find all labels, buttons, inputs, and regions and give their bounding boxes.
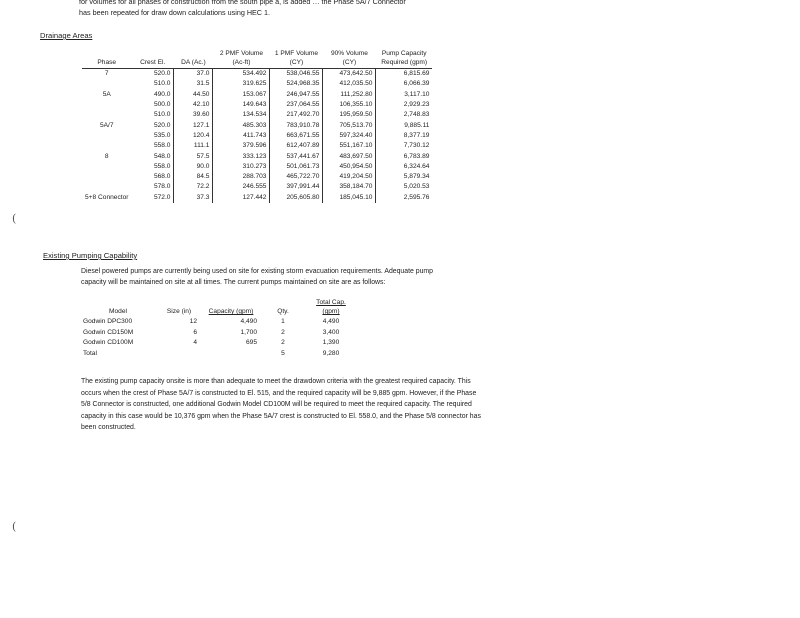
cell-crest: 572.0	[153, 193, 171, 201]
cell-da: 90.0	[174, 162, 213, 172]
cell-total: 9,280	[322, 349, 340, 357]
cell-phase: 5+8 Connector	[85, 193, 129, 201]
table-row	[82, 79, 432, 89]
table-row	[82, 182, 432, 192]
cell-crest: 568.0	[153, 173, 171, 181]
table-row	[82, 162, 432, 172]
table-row	[82, 172, 432, 182]
header-pct-cy: 90% Volume (CY)	[323, 49, 376, 69]
cell-pmf-volume: 288.703	[213, 172, 270, 182]
cell-pmf-volume: 534.492	[213, 69, 270, 80]
header-pmf-volume: 2 PMF Volume (Ac-ft)	[213, 49, 270, 69]
cell-size: 4	[193, 339, 197, 347]
header-phase: Phase	[82, 49, 131, 69]
cell-crest: 548.0	[153, 152, 171, 160]
header-capacity: Capacity (gpm)	[208, 308, 254, 315]
cell-qty: 2	[281, 328, 285, 336]
cell-pump-capacity: 6,324.64	[376, 162, 433, 172]
cell-model: Godwin DPC300	[83, 318, 133, 326]
cell-pump-capacity: 6,066.39	[376, 79, 433, 89]
cell-pct-cy: 106,355.10	[323, 100, 376, 110]
cell-pmf-cy: 205,605.80	[270, 193, 323, 203]
header-size: Size (in)	[166, 308, 192, 315]
cell-da: 72.2	[174, 182, 213, 192]
header-pmf-cy: 1 PMF Volume (CY)	[270, 49, 323, 69]
cell-phase	[82, 110, 131, 120]
cell-pmf-volume: 127.442	[213, 193, 270, 203]
header-da: DA (Ac.)	[174, 49, 213, 69]
table-row	[82, 69, 432, 80]
table-row	[82, 151, 432, 161]
cell-phase	[82, 172, 131, 182]
cell-pct-cy: 111,252.80	[323, 90, 376, 100]
cell-pump-capacity: 2,595.76	[376, 193, 433, 203]
cell-crest: 520.0	[153, 70, 171, 78]
cell-pmf-cy: 537,441.67	[270, 151, 323, 161]
cell-pct-cy: 705,513.70	[323, 120, 376, 130]
pump-header-row	[79, 298, 357, 317]
cell-pump-capacity: 9,885.11	[376, 120, 433, 130]
punch-hole-mark-icon: (	[12, 212, 17, 225]
punch-hole-mark-icon: (	[12, 520, 17, 533]
cell-pmf-volume: 153.067	[213, 90, 270, 100]
cell-pmf-cy: 246,947.55	[270, 90, 323, 100]
header-model: Model	[109, 308, 127, 315]
cell-da: 84.5	[174, 172, 213, 182]
cell-da: 37.3	[174, 193, 213, 203]
cell-pct-cy: 450,954.50	[323, 162, 376, 172]
cell-pmf-volume: 310.273	[213, 162, 270, 172]
cell-pct-cy: 473,642.50	[323, 69, 376, 80]
cell-pump-capacity: 5,879.34	[376, 172, 433, 182]
cell-pump-capacity: 6,783.89	[376, 151, 433, 161]
cell-phase: 5A	[102, 90, 111, 98]
drainage-areas-table	[82, 49, 432, 203]
cell-da: 37.0	[174, 69, 213, 80]
table-row	[82, 131, 432, 141]
drainage-header-row	[82, 49, 432, 69]
cell-crest: 558.0	[153, 162, 171, 170]
cell-qty: 5	[281, 349, 285, 357]
cell-pmf-cy: 612,407.89	[270, 141, 323, 151]
cell-pmf-cy: 217,492.70	[270, 110, 323, 120]
header-total: Total Cap. (gpm)	[316, 299, 346, 315]
table-row	[82, 90, 432, 100]
cell-pct-cy: 597,324.40	[323, 131, 376, 141]
cell-phase	[82, 162, 131, 172]
cell-pmf-cy: 783,910.78	[270, 120, 323, 130]
cell-pmf-cy: 501,061.73	[270, 162, 323, 172]
table-row	[79, 317, 357, 328]
cell-crest: 558.0	[153, 142, 171, 150]
cell-crest: 510.0	[153, 80, 171, 88]
cell-crest: 520.0	[153, 121, 171, 129]
cell-da: 39.60	[174, 110, 213, 120]
pumping-paragraph-2: The existing pump capacity onsite is more than adequate to meet the drawdown criteria with the greatest required capacity. This occurs when the crest of Phase 5A/7 is constructed to El. 515, and the required capacity will be 9,885 gpm. However, if the Phase 5/8 Connector is constructed, one additional Godwin Model CD100M will be required to meet the required capacity. The required capacity in this case would be 10,376 gpm when the Phase 5A/7 crest is constructed to El. 558.0, and the Phase 5/8 connector has been constructed.	[81, 378, 481, 431]
cell-crest: 510.0	[153, 111, 171, 119]
cell-crest: 578.0	[153, 183, 171, 191]
intro-line-1: for volumes for all phases of construction from the south pipe a, is added … the Phase 5A/7 Connector	[79, 0, 406, 6]
header-crest: Crest El.	[131, 49, 174, 69]
table-row	[82, 110, 432, 120]
cell-pct-cy: 412,035.50	[323, 79, 376, 89]
cell-pct-cy: 419,204.50	[323, 172, 376, 182]
cell-total: 1,390	[322, 339, 340, 347]
cell-capacity: 1,700	[240, 328, 257, 336]
cell-model: Total	[83, 349, 97, 357]
cell-pmf-cy: 524,968.35	[270, 79, 323, 89]
cell-crest: 490.0	[153, 90, 171, 98]
table-row	[82, 100, 432, 110]
cell-size: 12	[189, 318, 197, 326]
cell-pump-capacity: 8,377.19	[376, 131, 433, 141]
cell-da: 42.10	[174, 100, 213, 110]
cell-pump-capacity: 7,730.12	[376, 141, 433, 151]
cell-pump-capacity: 2,929.23	[376, 100, 433, 110]
cell-phase	[82, 100, 131, 110]
cell-pmf-cy: 397,991.44	[270, 182, 323, 192]
cell-total: 4,490	[322, 318, 340, 326]
cell-total: 3,400	[322, 328, 340, 336]
cell-pump-capacity: 3,117.10	[376, 90, 433, 100]
cell-pmf-cy: 538,046.55	[270, 69, 323, 80]
cell-pmf-volume: 379.596	[213, 141, 270, 151]
cell-size	[157, 349, 201, 360]
cell-pmf-volume: 333.123	[213, 151, 270, 161]
cell-crest: 500.0	[153, 101, 171, 109]
cell-phase: 7	[104, 70, 109, 78]
cell-pump-capacity: 5,020.53	[376, 182, 433, 192]
cell-da: 111.1	[174, 141, 213, 151]
cell-pct-cy: 195,959.50	[323, 110, 376, 120]
cell-pmf-volume: 134.534	[213, 110, 270, 120]
cell-pmf-volume: 149.643	[213, 100, 270, 110]
header-qty: Qty.	[277, 308, 289, 315]
table-row	[82, 193, 432, 203]
cell-model: Godwin CD100M	[83, 339, 134, 347]
cell-da: 57.5	[174, 151, 213, 161]
pumping-capability-heading: Existing Pumping Capability	[43, 251, 138, 260]
cell-size: 6	[193, 328, 197, 336]
table-row	[82, 120, 432, 130]
table-row	[79, 328, 357, 339]
cell-phase	[82, 131, 131, 141]
cell-pct-cy: 185,045.10	[323, 193, 376, 203]
table-row	[79, 349, 357, 360]
cell-pump-capacity: 6,815.69	[376, 69, 433, 80]
cell-pct-cy: 483,697.50	[323, 151, 376, 161]
cell-da: 120.4	[174, 131, 213, 141]
cell-pmf-volume: 485.303	[213, 120, 270, 130]
cell-pct-cy: 551,167.10	[323, 141, 376, 151]
cell-pmf-volume: 411.743	[213, 131, 270, 141]
cell-capacity: 695	[245, 339, 257, 347]
cell-pct-cy: 358,184.70	[323, 182, 376, 192]
cell-capacity	[201, 349, 261, 360]
cell-pmf-cy: 465,722.70	[270, 172, 323, 182]
cell-da: 31.5	[174, 79, 213, 89]
cell-da: 127.1	[174, 120, 213, 130]
cell-phase: 8	[104, 152, 109, 160]
cell-phase	[82, 79, 131, 89]
cell-phase	[82, 141, 131, 151]
header-pump-capacity: Pump Capacity Required (gpm)	[376, 49, 433, 69]
cell-pmf-cy: 663,671.55	[270, 131, 323, 141]
table-row	[82, 141, 432, 151]
cell-pmf-cy: 237,064.55	[270, 100, 323, 110]
cell-da: 44.50	[174, 90, 213, 100]
cell-qty: 2	[281, 339, 285, 347]
cell-capacity: 4,490	[240, 318, 257, 326]
cell-phase: 5A/7	[99, 121, 114, 129]
drainage-areas-heading: Drainage Areas	[40, 31, 93, 40]
intro-text	[79, 0, 459, 18]
intro-line-2: has been repeated for draw down calculations using HEC 1.	[79, 8, 270, 17]
cell-pmf-volume: 246.555	[213, 182, 270, 192]
cell-qty: 1	[281, 318, 285, 326]
cell-model: Godwin CD150M	[83, 328, 134, 336]
cell-pmf-volume: 319.625	[213, 79, 270, 89]
cell-pump-capacity: 2,748.83	[376, 110, 433, 120]
pumping-paragraph-1: Diesel powered pumps are currently being used on site for existing storm evacuation requirements. Adequate pump capacity will be maintained on site at all times. The current pumps maintained on site are as follows:	[81, 268, 433, 286]
pump-table	[79, 298, 357, 359]
cell-phase	[82, 182, 131, 192]
cell-crest: 535.0	[153, 131, 171, 139]
table-row	[79, 338, 357, 349]
